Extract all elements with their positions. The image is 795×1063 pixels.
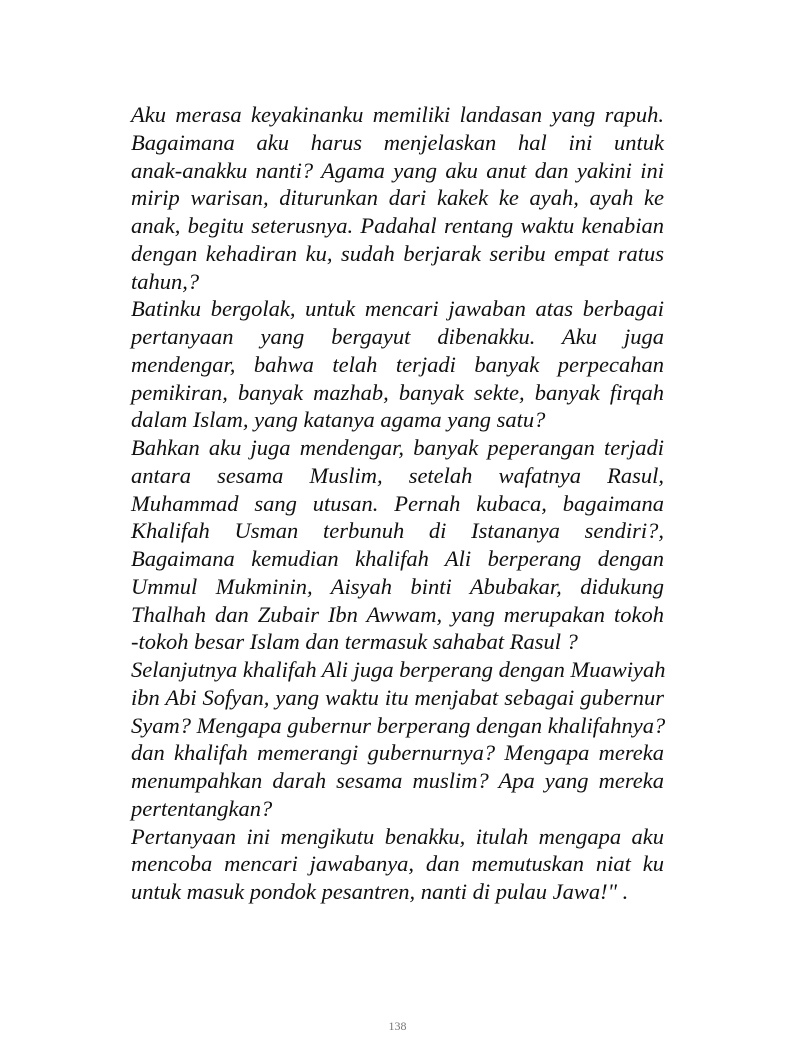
- text-line: mendengar, bahwa telah terjadi banyak perpecahan: [131, 351, 664, 377]
- text-line: ibn Abi Sofyan, yang waktu itu menjabat sebagai gubernur: [131, 684, 664, 710]
- text-line: dalam Islam, yang katanya agama yang satu?: [131, 407, 546, 433]
- text-line: Ummul Mukminin, Aisyah binti Abubakar, didukung: [131, 573, 664, 599]
- text-line: Batinku bergolak, untuk mencari jawaban atas berbagai: [131, 296, 664, 322]
- text-line: pemikiran, banyak mazhab, banyak sekte, banyak firqah: [131, 379, 664, 405]
- text-line: menumpahkan darah sesama muslim? Apa yang mereka: [131, 768, 664, 793]
- text-line: dan khalifah memerangi gubernurnya? Mengapa mereka: [131, 740, 664, 766]
- text-line: dengan kehadiran ku, sudah berjarak seribu empat ratus: [131, 240, 664, 266]
- text-line: -tokoh besar Islam dan termasuk sahabat Rasul ?: [131, 629, 578, 655]
- page-number: 138: [388, 1019, 407, 1033]
- text-line: pertentangkan?: [131, 795, 273, 821]
- text-line: Aku merasa keyakinanku memiliki landasan yang rapuh.: [131, 102, 664, 127]
- body-text: [131, 101, 664, 906]
- text-line: Selanjutnya khalifah Ali juga berperang dengan Muawiyah: [131, 657, 666, 682]
- paragraph: [131, 101, 664, 295]
- text-line: anak, begitu seterusnya. Padahal rentang waktu kenabian: [131, 213, 664, 238]
- text-line: mirip warisan, diturunkan dari kakek ke ayah, ayah ke: [131, 185, 664, 211]
- text-line: tahun,?: [131, 268, 200, 294]
- text-line: Khalifah Usman terbunuh di Istananya sendiri?,: [131, 518, 664, 544]
- paragraph: [131, 823, 664, 906]
- text-line: mencoba mencari jawabanya, dan memutuskan niat ku: [131, 851, 664, 877]
- text-line: untuk masuk pondok pesantren, nanti di pulau Jawa!" .: [131, 879, 629, 904]
- paragraph: [131, 434, 664, 656]
- text-line: Muhammad sang utusan. Pernah kubaca, bagaimana: [131, 490, 664, 516]
- text-line: Bahkan aku juga mendengar, banyak peperangan terjadi: [131, 435, 664, 460]
- text-line: Syam? Mengapa gubernur berperang dengan khalifahnya?: [131, 712, 666, 738]
- text-line: pertanyaan yang bergayut dibenakku. Aku juga: [131, 324, 664, 349]
- text-line: antara sesama Muslim, setelah wafatnya Rasul,: [131, 462, 664, 488]
- paragraph: [131, 656, 664, 823]
- text-line: Thalhah dan Zubair Ibn Awwam, yang merupakan tokoh: [131, 601, 664, 627]
- text-line: anak-anakku nanti? Agama yang aku anut dan yakini ini: [131, 157, 664, 183]
- text-line: Pertanyaan ini mengikutu benakku, itulah mengapa aku: [131, 823, 664, 849]
- text-line: Bagaimana kemudian khalifah Ali berperang dengan: [131, 546, 664, 571]
- text-line: Bagaimana aku harus menjelaskan hal ini untuk: [131, 129, 664, 155]
- paragraph: [131, 295, 664, 434]
